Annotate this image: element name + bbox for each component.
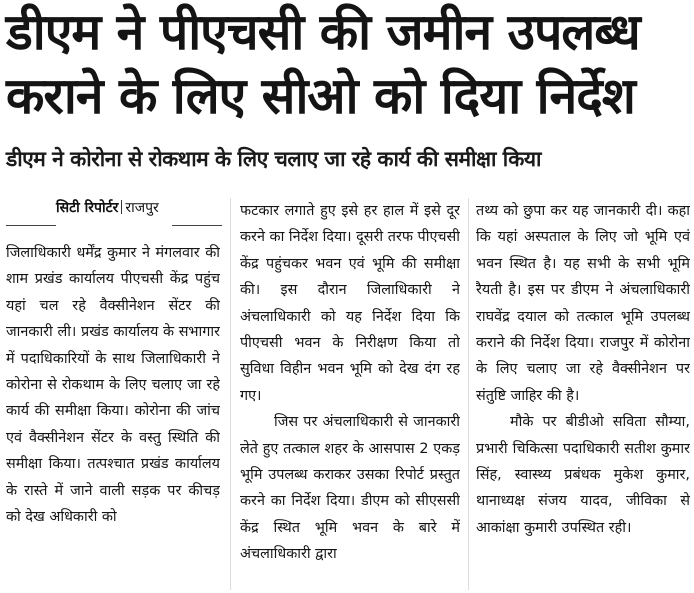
byline xyxy=(56,198,226,218)
paragraph: तथ्य को छुपा कर यह जानकारी दी। कहा कि यहां अस्पताल के लिए जो भूमि एवं भवन स्थित है। यह सभी के सभी भूमि रैयती है। इस पर डीएम ने अंचलाधिकारी राघवेंद्र दयाल को तत्काल भूमि उपलब्ध कराने की निर्देश दिया। राजपुर में कोरोना के लिए चलाए जा रहे वैक्सीनेशन पर संतुष्टि जाहिर की है। xyxy=(476,203,690,404)
column-divider xyxy=(468,198,469,590)
paragraph: जिलाधिकारी धर्मेंद्र कुमार ने मंगलवार की शाम प्रखंड कार्यालय पीएचसी केंद्र पहुंच यहां चल रहे वैक्सीनेशन सेंटर की जानकारी ली। प्रखंड कार्यालय के सभागार में पदाधिकारियों के साथ जिलाधिकारी ने कोरोना से रोकथाम के लिए चलाए जा रहे कार्य की समीक्षा किया। कोरोना की जांच एवं वैक्सीनेशन सेंटर के वस्तु स्थिति की समीक्षा किया। तत्पश्चात प्रखंड कार्यालय के रास्ते में जाने वाली सड़क पर कीचड़ को देख अधिकारी को xyxy=(6,245,220,526)
article-column-2 xyxy=(240,198,460,593)
byline-rule-right xyxy=(172,225,222,226)
column-divider xyxy=(230,198,231,590)
paragraph: जिस पर अंचलाधिकारी से जानकारी लेते हुए तत्काल शहर के आसपास 2 एकड़ भूमि उपलब्ध कराकर उसका रिपोर्ट प्रस्तुत करने का निर्देश दिया। डीएम को सीएससी केंद्र स्थित भूमि भवन के बारे में अंचलाधिकारी द्वारा xyxy=(240,414,460,563)
paragraph: फटकार लगाते हुए इसे हर हाल में इसे दूर करने का निर्देश दिया। दूसरी तरफ पीएचसी केंद्र पहुंचकर भवन एवं भूमि की समीक्षा की। इस दौरान जिलाधिकारी ने अंचलाधिकारी को यह निर्देश दिया कि पीएचसी भवन के निरीक्षण किया तो सुविधा विहीन भवन भूमि को देख दंग रह गए। xyxy=(240,203,460,404)
article-column-1 xyxy=(6,240,220,592)
byline-rule-left xyxy=(6,225,56,226)
byline-separator xyxy=(121,200,122,214)
paragraph: मौके पर बीडीओ सविता सौम्या, प्रभारी चिकित्सा पदाधिकारी सतीश कुमार सिंह, स्वास्थ्य प्रबंधक मुकेश कुमार, थानाध्यक्ष संजय यादव, जीविका से आकांक्षा कुमारी उपस्थित रही। xyxy=(476,414,690,536)
byline-reporter: सिटी रिपोर्टर xyxy=(56,200,119,216)
subheadline: डीएम ने कोरोना से रोकथाम के लिए चलाए जा रहे कार्य की समीक्षा किया xyxy=(6,147,541,171)
byline-location: राजपुर xyxy=(125,200,159,216)
headline: डीएम ने पीएचसी की जमीन उपलब्ध कराने के लिए सीओ को दिया निर्देश xyxy=(6,3,640,125)
article-column-3 xyxy=(476,198,690,593)
